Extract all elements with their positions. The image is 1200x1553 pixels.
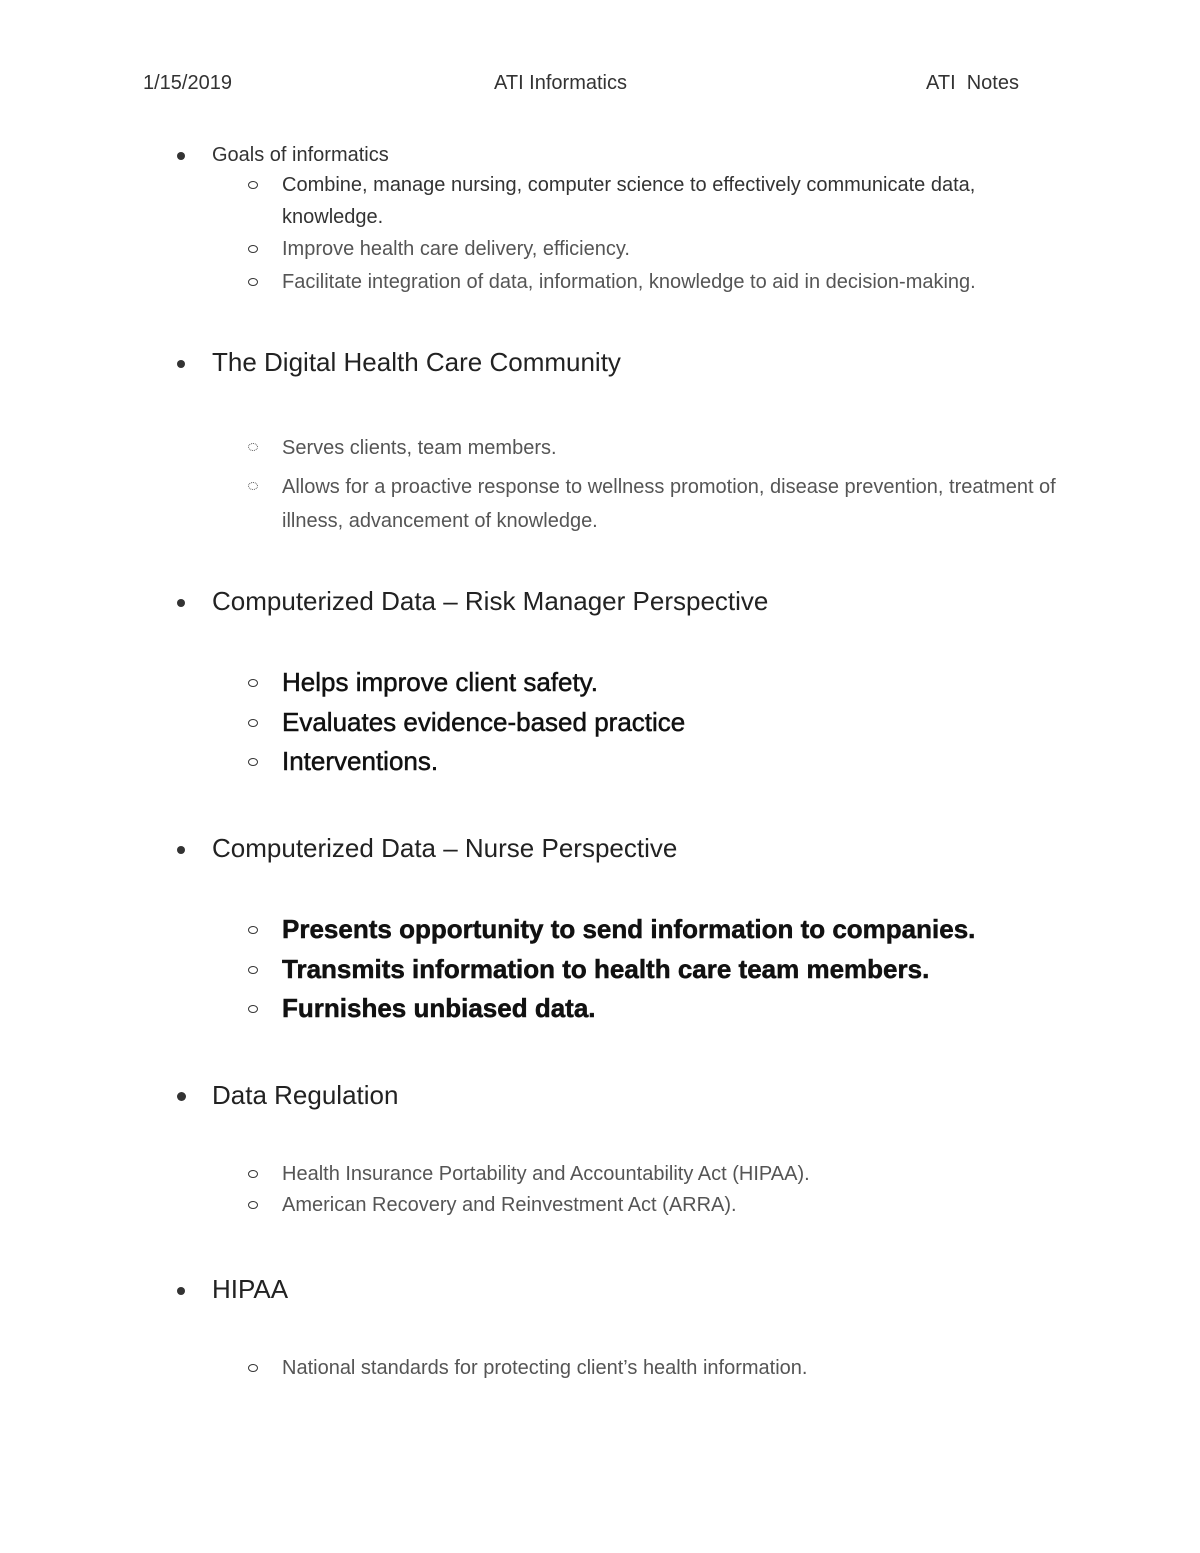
list-item — [175, 663, 1060, 703]
dotted-circle-bullet-icon — [248, 482, 258, 490]
sub-list — [175, 910, 1060, 1029]
list-item-text: National standards for protecting client’s health information. — [282, 1357, 808, 1379]
bullet-icon — [177, 1092, 186, 1101]
section-heading: Computerized Data – Risk Manager Perspective — [212, 586, 769, 616]
list-item — [175, 1159, 1060, 1190]
sub-list — [175, 169, 1060, 298]
hollow-circle-bullet-icon — [248, 1201, 258, 1209]
hollow-circle-bullet-icon — [248, 1170, 258, 1178]
header-right-label: ATI Notes — [926, 72, 1019, 94]
section-risk-manager-perspective — [175, 584, 1060, 782]
bullet-icon — [177, 360, 185, 368]
section-heading: Data Regulation — [212, 1080, 399, 1110]
list-item-text: Presents opportunity to send information to companies. — [282, 914, 976, 944]
list-item — [175, 233, 1060, 265]
list-item — [175, 169, 1060, 233]
section-heading: Computerized Data – Nurse Perspective — [212, 833, 678, 863]
list-item-text: Serves clients, team members. — [282, 437, 557, 459]
hollow-circle-bullet-icon — [248, 278, 258, 286]
header-title: ATI Informatics — [494, 72, 627, 94]
section-heading-row — [175, 584, 1060, 618]
list-item — [175, 989, 1060, 1029]
list-item — [175, 266, 1060, 298]
bullet-icon — [177, 152, 185, 160]
list-item-text: Furnishes unbiased data. — [282, 993, 596, 1023]
header-date: 1/15/2019 — [143, 72, 232, 94]
list-item-text: Allows for a proactive response to wellness promotion, disease prevention, treatment of illness, advancement of knowledge. — [282, 476, 1056, 532]
hollow-circle-bullet-icon — [248, 181, 258, 189]
list-item — [175, 1190, 1060, 1221]
sub-list — [175, 1159, 1060, 1221]
list-item-text: Improve health care delivery, efficiency. — [282, 238, 630, 260]
dotted-circle-bullet-icon — [248, 443, 258, 451]
list-item-text: Transmits information to health care team members. — [282, 953, 930, 984]
hollow-circle-bullet-icon — [248, 1005, 258, 1013]
hollow-circle-bullet-icon — [248, 1364, 258, 1372]
sub-list — [175, 431, 1060, 538]
list-item-text: Evaluates evidence-based practice — [282, 706, 686, 737]
page-header — [143, 72, 1019, 98]
hollow-circle-bullet-icon — [248, 926, 258, 934]
list-item — [175, 703, 1060, 743]
list-item — [175, 431, 1060, 465]
section-heading-row — [175, 345, 1060, 379]
section-heading: Goals of informatics — [212, 144, 389, 166]
bullet-icon — [177, 599, 185, 607]
section-heading: The Digital Health Care Community — [212, 347, 621, 377]
hollow-circle-bullet-icon — [248, 966, 258, 974]
list-item-text: American Recovery and Reinvestment Act (ARRA). — [282, 1194, 737, 1216]
section-heading-row — [175, 1272, 1060, 1306]
section-heading: HIPAA — [212, 1274, 289, 1304]
section-digital-health-care-community — [175, 345, 1060, 538]
list-item — [175, 910, 1060, 950]
list-item-text: Health Insurance Portability and Accountability Act (HIPAA). — [282, 1163, 810, 1185]
hollow-circle-bullet-icon — [248, 758, 258, 766]
list-item-text: Interventions. — [282, 746, 439, 776]
section-nurse-perspective — [175, 831, 1060, 1029]
list-item-text: Facilitate integration of data, information, knowledge to aid in decision-making. — [282, 271, 976, 293]
section-heading-row — [175, 142, 1060, 168]
section-data-regulation — [175, 1078, 1060, 1221]
hollow-circle-bullet-icon — [248, 245, 258, 253]
list-item-text: Combine, manage nursing, computer science to effectively communicate data, knowledge. — [282, 174, 976, 228]
section-goals-of-informatics — [175, 142, 1060, 298]
list-item-text: Helps improve client safety. — [282, 667, 598, 697]
list-item — [175, 950, 1060, 990]
section-hipaa — [175, 1272, 1060, 1384]
sub-list — [175, 1352, 1060, 1384]
list-item — [175, 742, 1060, 782]
list-item — [175, 470, 1060, 538]
bullet-icon — [177, 846, 185, 854]
section-heading-row — [175, 1078, 1060, 1112]
hollow-circle-bullet-icon — [248, 679, 258, 687]
sub-list — [175, 663, 1060, 782]
hollow-circle-bullet-icon — [248, 719, 258, 727]
section-heading-row — [175, 831, 1060, 865]
list-item — [175, 1352, 1060, 1384]
bullet-icon — [177, 1287, 185, 1295]
